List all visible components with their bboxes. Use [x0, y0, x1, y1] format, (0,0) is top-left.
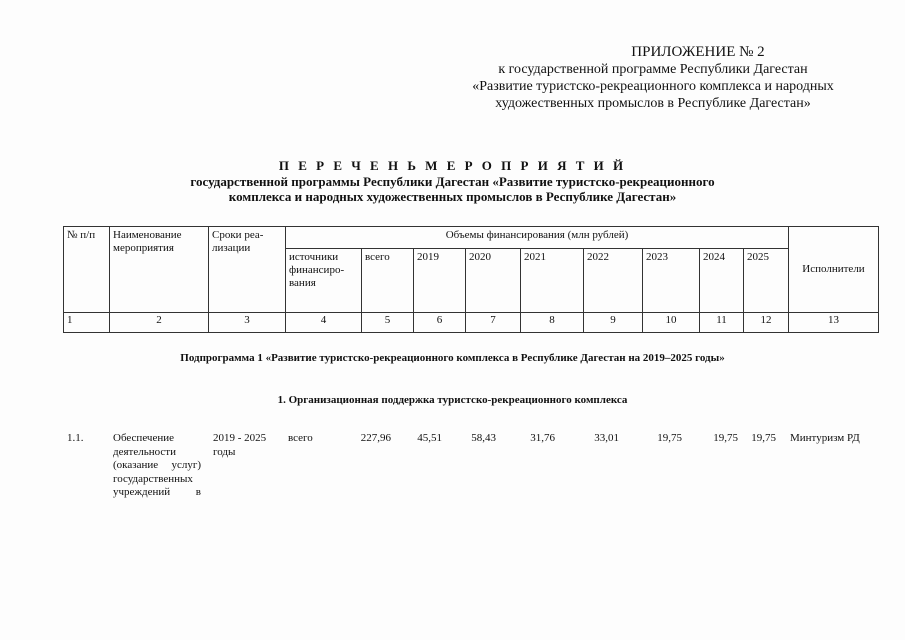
- row-value: 45,51: [417, 432, 442, 444]
- column-number: 1: [64, 313, 110, 333]
- column-number: 9: [584, 313, 643, 333]
- column-number: 8: [521, 313, 584, 333]
- row-name-line: Обеспечение: [113, 432, 174, 444]
- row-executor: Минтуризм РД: [790, 432, 860, 444]
- title-heading: П Е Р Е Ч Е Н Ь М Е Р О П Р И Я Т И Й: [278, 158, 627, 173]
- column-number: 3: [209, 313, 286, 333]
- column-number: 10: [643, 313, 700, 333]
- appendix-line: «Развитие туристско-рекреационного комплекса и народных: [472, 79, 834, 94]
- row-name-line: (оказание услуг): [113, 459, 201, 471]
- document-title: [0, 158, 905, 204]
- subprogram-heading: Подпрограмма 1 «Развитие туристско-рекреационного комплекса в Республике Дагестан на 2019–2025 годы»: [180, 352, 725, 364]
- column-number: 11: [700, 313, 744, 333]
- appendix-heading: [443, 44, 863, 112]
- row-value: 19,75: [751, 432, 776, 444]
- header-year: 2025: [744, 249, 789, 313]
- title-line: комплекса и народных художественных промыслов в Республике Дагестан»: [228, 189, 677, 204]
- header-year: 2019: [414, 249, 466, 313]
- column-number: 6: [414, 313, 466, 333]
- row-name-line: учреждений в: [113, 486, 201, 498]
- title-line: государственной программы Республики Дагестан «Развитие туристско-рекреационного: [190, 174, 715, 189]
- column-number: 2: [110, 313, 209, 333]
- column-number: 5: [362, 313, 414, 333]
- row-value: 58,43: [471, 432, 496, 444]
- header-funding: Объемы финансирования (млн рублей): [286, 227, 789, 249]
- measures-table-header: [63, 226, 879, 333]
- row-name-line: деятельности: [113, 445, 176, 458]
- header-sources: источники финансиро-вания: [286, 249, 362, 313]
- column-number: 4: [286, 313, 362, 333]
- header-year: 2020: [466, 249, 521, 313]
- header-year: 2024: [700, 249, 744, 313]
- row-name-line: государственных: [113, 472, 193, 485]
- appendix-title: ПРИЛОЖЕНИЕ № 2: [631, 44, 765, 60]
- row-value: 19,75: [713, 432, 738, 444]
- column-number: 13: [789, 313, 879, 333]
- row-value: 33,01: [594, 432, 619, 444]
- row-number: 1.1.: [67, 432, 84, 444]
- row-name: [113, 432, 201, 500]
- row-source: всего: [288, 432, 313, 444]
- header-year: 2023: [643, 249, 700, 313]
- header-year: 2022: [584, 249, 643, 313]
- row-value: 31,76: [530, 432, 555, 444]
- header-terms: Сроки реа-лизации: [209, 227, 286, 313]
- column-number: 12: [744, 313, 789, 333]
- header-executors: Исполнители: [789, 227, 879, 313]
- header-year: 2021: [521, 249, 584, 313]
- header-total: всего: [362, 249, 414, 313]
- header-name: Наименование мероприятия: [110, 227, 209, 313]
- appendix-line: художественных промыслов в Республике Дагестан»: [495, 96, 811, 111]
- row-value: 19,75: [657, 432, 682, 444]
- row-terms: 2019 - 2025 годы: [213, 432, 267, 458]
- header-number: № п/п: [64, 227, 110, 313]
- appendix-line: к государственной программе Республики Дагестан: [498, 62, 808, 77]
- column-number: 7: [466, 313, 521, 333]
- row-total: 227,96: [360, 432, 391, 444]
- table-row: [0, 432, 905, 522]
- section-heading: 1. Организационная поддержка туристско-рекреационного комплекса: [277, 394, 628, 406]
